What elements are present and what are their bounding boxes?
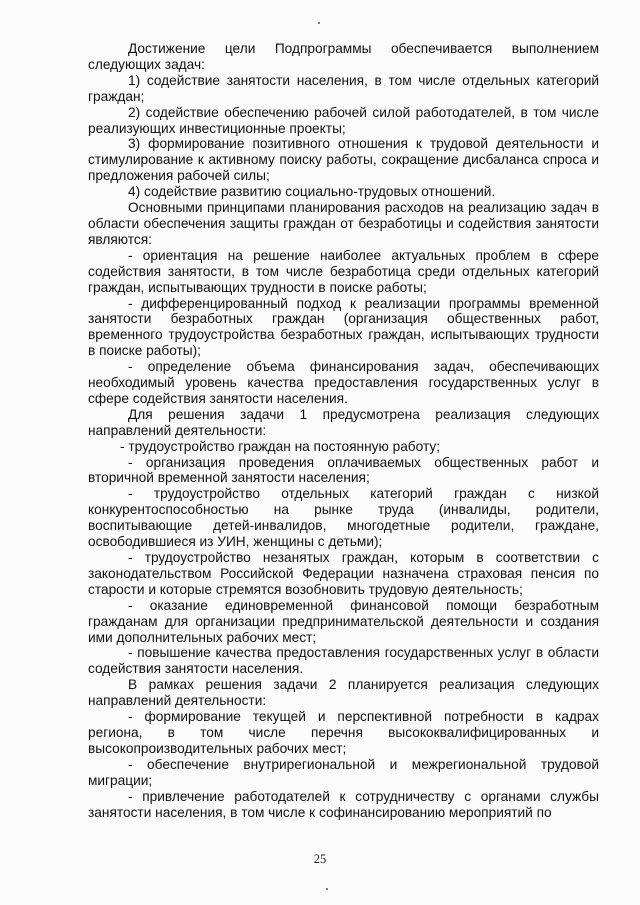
paragraph: - обеспечение внутрирегиональной и межрегиональной трудовой миграции; <box>88 756 599 788</box>
paragraph: - оказание единовременной финансовой помощи безработным гражданам для организации предпринимательской деятельности и создания ими дополнительных рабочих мест; <box>88 597 599 645</box>
paragraph: 1) содействие занятости населения, в том числе отдельных категорий граждан; <box>88 72 599 104</box>
paragraph: - трудоустройство граждан на постоянную работу; <box>120 438 441 454</box>
paragraph: - трудоустройство отдельных категорий граждан с низкой конкурентоспособностью на рынке труда (инвалиды, родители, воспитывающие детей-инвалидов, многодетные родители, граждане, освободившиеся из УИН, женщины с детьми); <box>88 486 599 550</box>
paragraph: - организация проведения оплачиваемых общественных работ и вторичной временной занятости населения; <box>88 454 599 486</box>
paragraph: - дифференцированный подход к реализации программы временной занятости безработных граждан (организация общественных работ, временного трудоустройства безработных граждан, испытывающих трудности в поиске работы); <box>88 295 599 359</box>
document-body <box>88 41 599 820</box>
paragraph: 4) содействие развитию социально-трудовых отношений. <box>128 184 496 200</box>
paragraph: В рамках решения задачи 2 планируется реализация следующих направлений деятельности: <box>88 677 599 709</box>
paragraph: - определение объема финансирования задач, обеспечивающих необходимый уровень качества предоставления государственных услуг в сфере содействия занятости населения. <box>88 359 599 406</box>
paragraph: Достижение цели Подпрограммы обеспечивается выполнением следующих задач: <box>88 41 599 72</box>
paragraph: - трудоустройство незанятых граждан, которым в соответствии с законодательством Российской Федерации назначена страховая пенсия по старости и которые стремятся возобновить трудовую деятельность; <box>88 550 599 597</box>
paragraph: - привлечение работодателей к сотрудничеству с органами службы занятости населения, в том числе к софинансированию мероприятий по <box>88 788 599 820</box>
page-number: 25 <box>313 852 327 866</box>
paragraph: - ориентация на решение наиболее актуальных проблем в сфере содействия занятости, в том числе безработица среди отдельных категорий граждан, испытывающих трудности в поиске работы; <box>88 247 599 295</box>
scan-speck <box>318 22 320 24</box>
paragraph: Для решения задачи 1 предусмотрена реализация следующих направлений деятельности: <box>88 406 599 438</box>
paragraph: Основными принципами планирования расходов на реализацию задач в области обеспечения защиты граждан от безработицы и содействия занятости являются: <box>88 200 599 247</box>
scan-speck <box>326 888 328 890</box>
paragraph: - формирование текущей и перспективной потребности в кадрах региона, в том числе перечня высококвалифицированных и высокопроизводительных рабочих мест; <box>88 709 599 756</box>
paragraph: 3) формирование позитивного отношения к трудовой деятельности и стимулирование к активному поиску работы, сокращение дисбаланса спроса и предложения рабочей силы; <box>88 136 599 184</box>
paragraph: - повышение качества предоставления государственных услуг в области содействия занятости населения. <box>88 645 599 677</box>
paragraph: 2) содействие обеспечению рабочей силой работодателей, в том числе реализующих инвестиционные проекты; <box>88 104 599 136</box>
